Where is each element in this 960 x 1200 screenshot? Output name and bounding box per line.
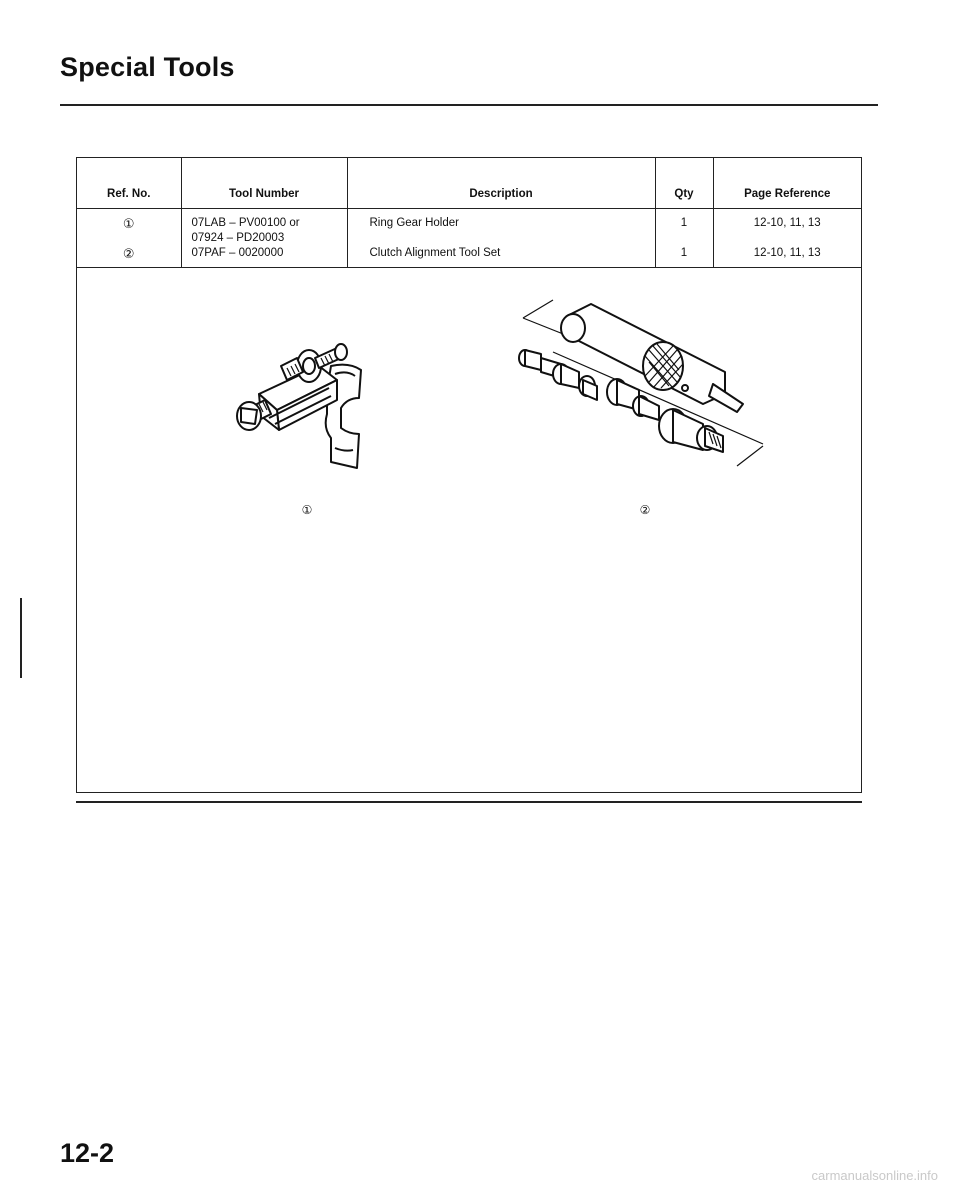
ref-cell [77, 209, 181, 268]
page-reference-2: 12-10, 11, 13 [753, 247, 821, 259]
qty-1: 1 [680, 217, 688, 229]
header-description: Description [347, 158, 655, 209]
table-row [77, 209, 861, 268]
page-number: 12-2 [60, 1138, 115, 1168]
tool-number-cell [181, 209, 347, 268]
frame-bottom-rule [76, 801, 862, 803]
tool-number-line: 07PAF – 0020000 [191, 247, 284, 259]
qty-2: 1 [680, 247, 688, 259]
ref-number-1: ① [122, 216, 135, 231]
description-cell [347, 209, 655, 268]
ring-gear-holder-illustration [219, 318, 399, 488]
description-1: Ring Gear Holder [369, 217, 459, 229]
table-header-row [77, 158, 861, 209]
illustration-label-2: ② [639, 503, 651, 517]
header-qty: Qty [655, 158, 713, 209]
illustration-label-1: ① [301, 503, 313, 517]
clutch-alignment-tool-set-illustration [513, 288, 773, 488]
tool-number-line: 07LAB – PV00100 or [191, 217, 300, 229]
watermark-text: carmanualsonline.info [811, 1168, 938, 1183]
header-ref-no: Ref. No. [77, 158, 181, 209]
header-tool-number: Tool Number [181, 158, 347, 209]
tool-number-line: 07924 – PD20003 [191, 232, 285, 244]
header-page-reference: Page Reference [713, 158, 861, 209]
page-reference-cell [713, 209, 861, 268]
title-divider [60, 104, 878, 106]
description-2: Clutch Alignment Tool Set [369, 247, 501, 259]
tools-frame [76, 157, 862, 793]
page-reference-1: 12-10, 11, 13 [753, 217, 821, 229]
page-title: Special Tools [60, 52, 235, 82]
qty-cell [655, 209, 713, 268]
ref-number-2: ② [122, 246, 135, 261]
special-tools-table [77, 158, 861, 268]
margin-mark [20, 598, 22, 678]
